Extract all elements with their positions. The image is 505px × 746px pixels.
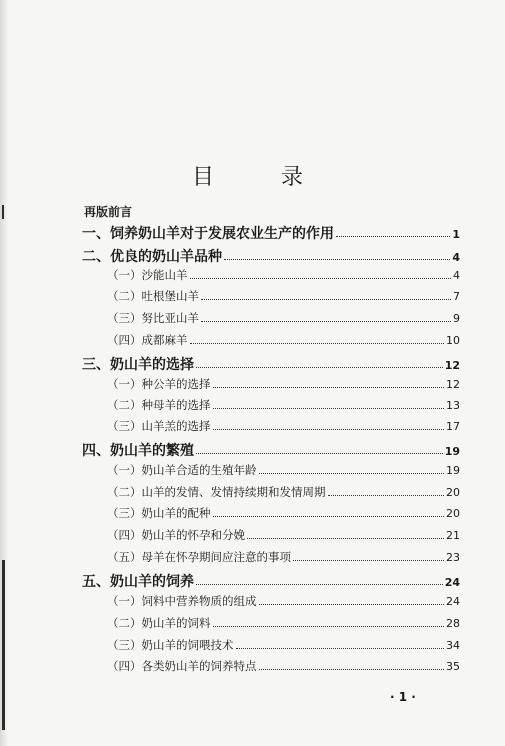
- toc-dot-leader: [259, 669, 445, 670]
- toc-dot-leader: [196, 367, 443, 368]
- toc-entry-title: （一）饲料中营养物质的组成: [107, 594, 257, 608]
- scan-margin-mark: [2, 205, 4, 219]
- toc-entry-title: （四）成都麻羊: [107, 333, 188, 347]
- scan-margin-mark: [2, 560, 5, 730]
- toc-entry: [82, 223, 460, 243]
- toc-entry-title: （三）山羊羔的选择: [107, 419, 211, 433]
- toc-dot-leader: [213, 387, 445, 388]
- toc-page-number: 19: [444, 445, 460, 458]
- toc-entry-title: 五、奶山羊的饲养: [82, 574, 194, 590]
- toc-entry-title: 二、优良的奶山羊品种: [82, 249, 222, 265]
- toc-page-number: 35: [446, 660, 460, 673]
- toc-dot-leader: [196, 584, 443, 585]
- toc-page-number: 34: [446, 639, 460, 652]
- toc-entry-title: （一）种公羊的选择: [107, 377, 211, 391]
- toc-page-number: 10: [446, 334, 460, 347]
- toc-entry: [107, 418, 460, 434]
- toc-entry-title: （三）奶山羊的配种: [107, 506, 211, 520]
- toc-page-number: 1: [452, 228, 460, 241]
- toc-entry: [82, 354, 460, 374]
- toc-page-number: 7: [453, 290, 460, 303]
- toc-entry: [107, 615, 460, 631]
- toc-page-number: 21: [446, 529, 460, 542]
- toc-page-number: 12: [444, 359, 460, 372]
- toc-entry: [107, 484, 460, 500]
- toc-dot-leader: [259, 604, 445, 605]
- toc-entry-title: （二）吐根堡山羊: [107, 289, 199, 303]
- toc-entry-title: （一）奶山羊合适的生殖年龄: [107, 463, 257, 477]
- toc-dot-leader: [201, 299, 451, 300]
- page-number: · 1 ·: [390, 690, 416, 704]
- toc-entry: [107, 397, 460, 413]
- toc-entry: [107, 376, 460, 392]
- toc-entry: [82, 571, 460, 591]
- toc-page-number: 28: [446, 617, 460, 630]
- toc-page-number: 12: [446, 378, 460, 391]
- toc-dot-leader: [328, 495, 445, 496]
- page-title: 目 录: [192, 164, 333, 190]
- toc-entry: [107, 549, 460, 565]
- toc-dot-leader: [259, 473, 445, 474]
- toc-dot-leader: [190, 278, 452, 279]
- toc-page-number: 17: [446, 420, 460, 433]
- toc-entry: [107, 505, 460, 521]
- toc-entry-title: （三）奶山羊的饲喂技术: [107, 638, 234, 652]
- toc-entry: [107, 288, 460, 304]
- toc-dot-leader: [213, 429, 445, 430]
- toc-entry: [82, 440, 460, 460]
- toc-entry-title: （二）种母羊的选择: [107, 398, 211, 412]
- toc-entry-title: 三、奶山羊的选择: [82, 357, 194, 373]
- toc-entry: [107, 527, 460, 543]
- toc-entry: [107, 462, 460, 478]
- toc-entry: [107, 310, 460, 326]
- toc-dot-leader: [190, 343, 445, 344]
- toc-dot-leader: [213, 626, 445, 627]
- toc-entry-title: （三）努比亚山羊: [107, 311, 199, 325]
- toc-page-number: 9: [453, 312, 460, 325]
- toc-dot-leader: [336, 236, 450, 237]
- toc-page-number: 20: [446, 507, 460, 520]
- toc-page-number: 13: [446, 399, 460, 412]
- toc-entry: [107, 637, 460, 653]
- toc-entry-title: 四、奶山羊的繁殖: [82, 443, 194, 459]
- toc-page-number: 19: [446, 464, 460, 477]
- toc-entry: [107, 332, 460, 348]
- toc-entry: [107, 658, 460, 674]
- toc-entry-title: （二）山羊的发情、发情持续期和发情周期: [107, 485, 326, 499]
- toc-dot-leader: [224, 259, 450, 260]
- toc-entry-title: （一）沙能山羊: [107, 268, 188, 282]
- toc-page-number: 4: [453, 269, 460, 282]
- toc-entry-title: （四）各类奶山羊的饲养特点: [107, 659, 257, 673]
- toc-dot-leader: [293, 560, 444, 561]
- toc-entry: [107, 267, 460, 283]
- toc-entry-title: 一、饲养奶山羊对于发展农业生产的作用: [82, 226, 334, 242]
- toc-dot-leader: [247, 538, 444, 539]
- toc-page-number: 24: [444, 576, 460, 589]
- toc-page-number: 23: [446, 551, 460, 564]
- toc-entry: [82, 246, 460, 266]
- toc-entry-title: （四）奶山羊的怀孕和分娩: [107, 528, 245, 542]
- preface-heading: 再版前言: [84, 205, 133, 219]
- toc-dot-leader: [196, 453, 443, 454]
- toc-dot-leader: [213, 408, 445, 409]
- toc-page-number: 20: [446, 486, 460, 499]
- toc-dot-leader: [201, 321, 451, 322]
- toc-dot-leader: [236, 648, 445, 649]
- toc-page-number: 4: [452, 251, 460, 264]
- toc-entry: [107, 593, 460, 609]
- toc-entry-title: （五）母羊在怀孕期间应注意的事项: [107, 550, 291, 564]
- toc-entry-title: （二）奶山羊的饲料: [107, 616, 211, 630]
- toc-dot-leader: [213, 516, 445, 517]
- toc-page-number: 24: [446, 595, 460, 608]
